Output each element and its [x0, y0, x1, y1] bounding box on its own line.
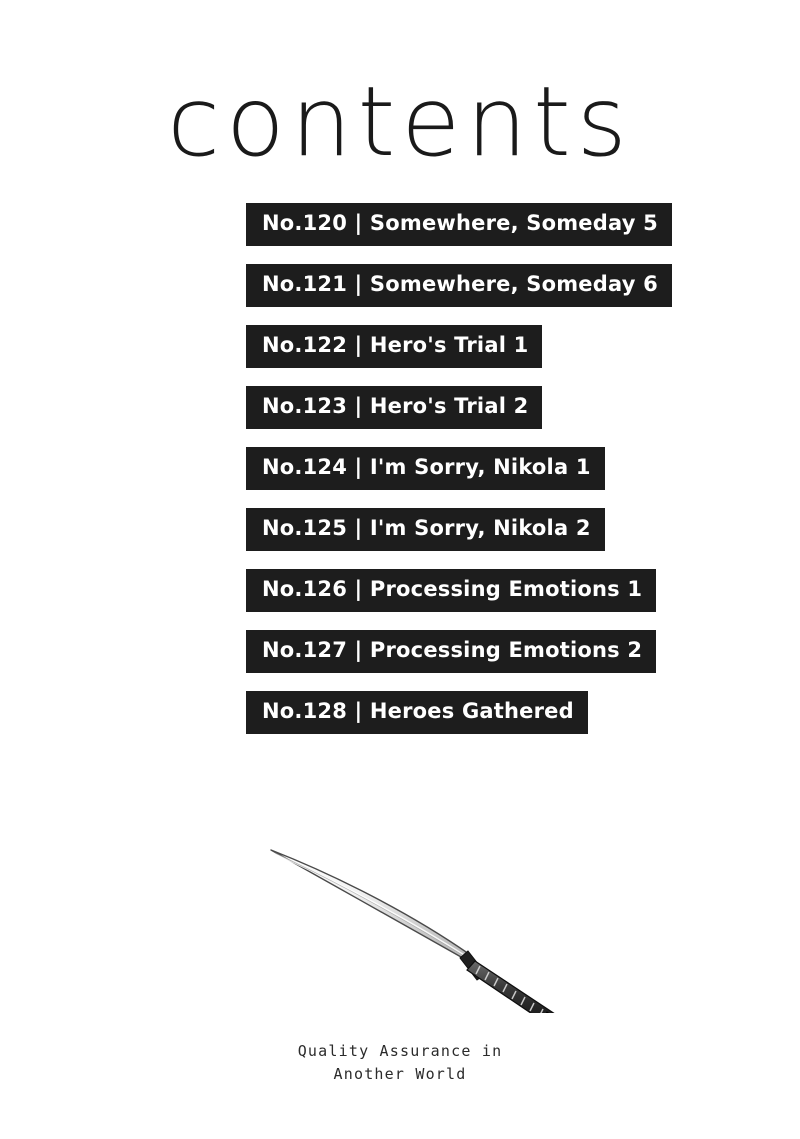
- list-item[interactable]: No.121 | Somewhere, Someday 6: [246, 264, 672, 307]
- page-title: contents: [167, 66, 633, 178]
- footer-caption: [0, 1040, 800, 1087]
- table-of-contents: [246, 203, 666, 752]
- list-item[interactable]: No.122 | Hero's Trial 1: [246, 325, 542, 368]
- list-item[interactable]: No.126 | Processing Emotions 1: [246, 569, 656, 612]
- list-item[interactable]: No.127 | Processing Emotions 2: [246, 630, 656, 673]
- katana-sword-illustration: [255, 833, 585, 1013]
- list-item[interactable]: No.128 | Heroes Gathered: [246, 691, 588, 734]
- footer-line-2: Another World: [333, 1065, 467, 1084]
- list-item[interactable]: No.125 | I'm Sorry, Nikola 2: [246, 508, 605, 551]
- footer-line-1: Quality Assurance in: [297, 1042, 503, 1060]
- list-item[interactable]: No.120 | Somewhere, Someday 5: [246, 203, 672, 246]
- list-item[interactable]: No.123 | Hero's Trial 2: [246, 386, 542, 429]
- list-item[interactable]: No.124 | I'm Sorry, Nikola 1: [246, 447, 605, 490]
